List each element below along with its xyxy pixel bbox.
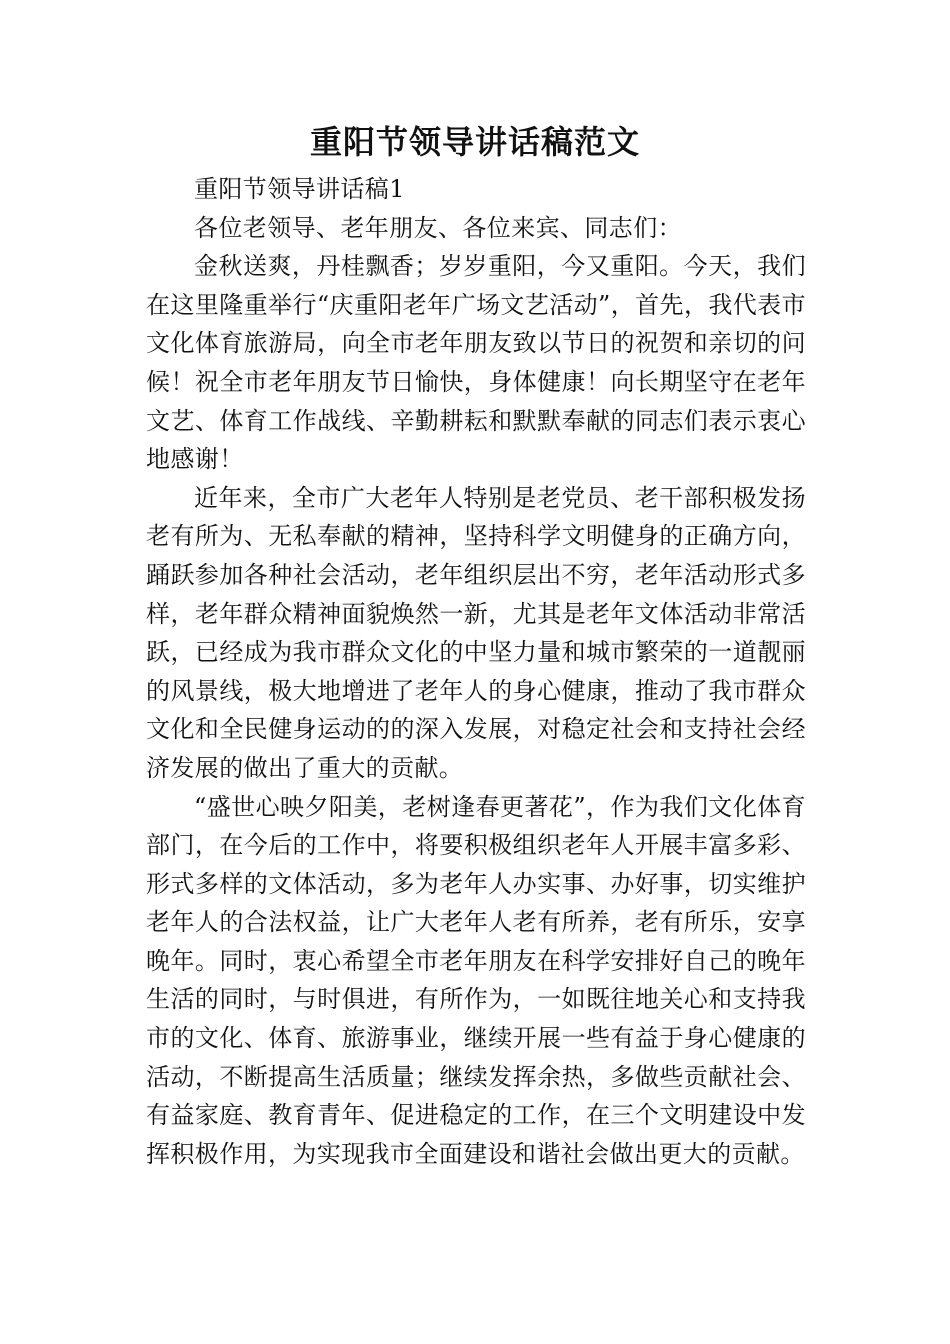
paragraph-achievements: 近年来，全市广大老年人特别是老党员、老干部积极发扬老有所为、无私奉献的精神，坚持科学文明健身的正确方向，踊跃参加各种社会活动，老年组织层出不穷，老年活动形式多样，老年群众精神面貌焕然一新，尤其是老年文体活动非常活跃，已经成为我市群众文化的中坚力量和城市繁荣的一道靓丽的风景线，极大地增进了老年人的身心健康，推动了我市群众文化和全民健身运动的的深入发展，对稳定社会和支持社会经济发展的做出了重大的贡献。 [146,483,806,782]
paragraph-commitment: “盛世心映夕阳美，老树逢春更著花”，作为我们文化体育部门，在今后的工作中，将要积极组织老年人开展丰富多彩、形式多样的文体活动，多为老年人办实事、办好事，切实维护老年人的合法权益，让广大老年人老有所养，老有所乐，安享晚年。同时，衷心希望全市老年朋友在科学安排好自己的晚年生活的同时，与时俱进，有所作为，一如既往地关心和支持我市的文化、体育、旅游事业，继续开展一些有益于身心健康的活动，不断提高生活质量；继续发挥余热，多做些贡献社会、有益家庭、教育青年、促进稳定的工作，在三个文明建设中发挥积极作用，为实现我市全面建设和谐社会做出更大的贡献。 [146,792,806,1168]
salutation: 各位老领导、老年朋友、各位来宾、同志们： [194,213,682,242]
paragraph-greeting: 金秋送爽，丹桂飘香；岁岁重阳，今又重阳。今天，我们在这里隆重举行“庆重阳老年广场文艺活动”，首先，我代表市文化体育旅游局，向全市老年朋友致以节日的祝贺和亲切的问候！祝全市老年朋友节日愉快，身体健康！向长期坚守在老年文艺、体育工作战线、辛勤耕耘和默默奉献的同志们表示衷心地感谢！ [146,252,806,474]
speech-heading: 重阳节领导讲话稿1 [194,175,405,203]
document-body [146,170,806,1173]
document-title: 重阳节领导讲话稿范文 [309,123,640,161]
